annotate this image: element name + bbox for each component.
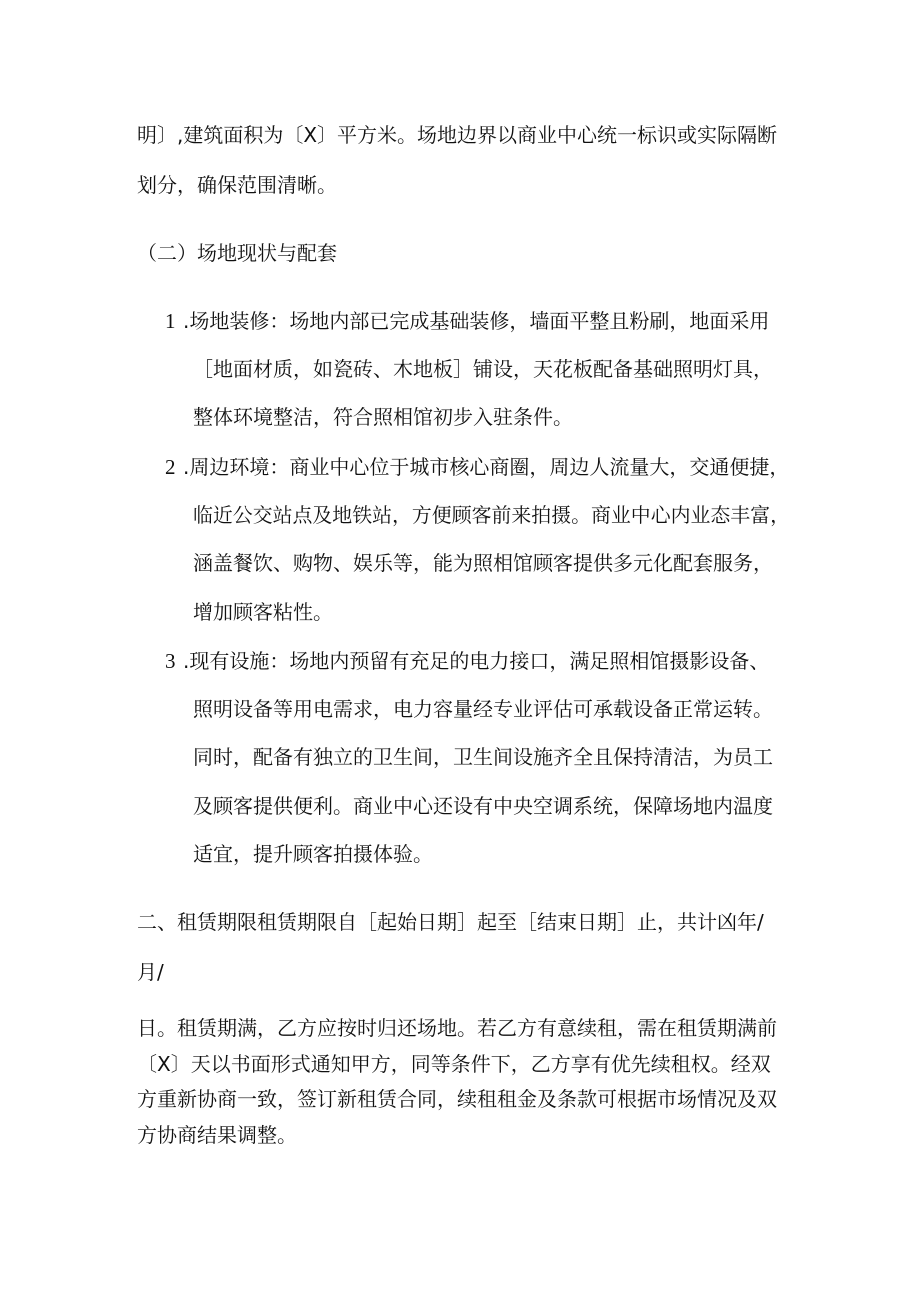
intro-line: 划分，确保范围清晰。 xyxy=(137,173,337,197)
intro-line: 明〕,建筑面积为〔X〕平方米。场地边界以商业中心统一标识或实际隔断 xyxy=(137,123,778,147)
list-item-line: .现有设施：场地内预留有充足的电力接口，满足照相馆摄影设备、 xyxy=(183,649,770,673)
renewal-line: 〔X〕天以书面形式通知甲方，同等条件下，乙方享有优先续租权。经双 xyxy=(137,1052,771,1076)
list-item-line: 涵盖餐饮、购物、娱乐等，能为照相馆顾客提供多元化配套服务， xyxy=(193,551,773,575)
list-item-number: 3 xyxy=(165,649,176,673)
list-item-line: 增加顾客粘性。 xyxy=(193,600,333,624)
list-item-line: 整体环境整洁，符合照相馆初步入驻条件。 xyxy=(193,405,573,429)
list-item-line: 临近公交站点及地铁站，方便顾客前来拍摄。商业中心内业态丰富， xyxy=(193,503,790,527)
list-item-number: 2 xyxy=(165,455,176,479)
lease-line: 二、租赁期限租赁期限自［起始日期］起至［结束日期］止，共计凶年/ xyxy=(137,910,764,934)
list-item-line: .周边环境：商业中心位于城市核心商圈，周边人流量大，交通便捷， xyxy=(183,455,790,479)
renewal-line: 日。租赁期满，乙方应按时归还场地。若乙方有意续租，需在租赁期满前 xyxy=(137,1016,777,1040)
list-item-line: ［地面材质，如瓷砖、木地板］铺设，天花板配备基础照明灯具， xyxy=(193,357,773,381)
list-item-line: 适宜，提升顾客拍摄体验。 xyxy=(193,842,433,866)
list-item-number: 1 xyxy=(165,309,176,333)
renewal-line: 方重新协商一致，签订新租赁合同，续租租金及条款可根据市场情况及双 xyxy=(137,1087,777,1111)
list-item-line: 照明设备等用电需求，电力容量经专业评估可承载设备正常运转。 xyxy=(193,697,773,721)
lease-line: 月/ xyxy=(137,960,164,984)
section-heading: （二）场地现状与配套 xyxy=(137,241,337,265)
list-item-line: 同时，配备有独立的卫生间，卫生间设施齐全且保持清洁，为员工 xyxy=(193,745,773,769)
list-item-line: 及顾客提供便利。商业中心还设有中央空调系统，保障场地内温度 xyxy=(193,794,773,818)
list-item-line: .场地装修：场地内部已完成基础装修，墙面平整且粉刷，地面采用 xyxy=(183,309,770,333)
renewal-line: 方协商结果调整。 xyxy=(137,1123,297,1147)
